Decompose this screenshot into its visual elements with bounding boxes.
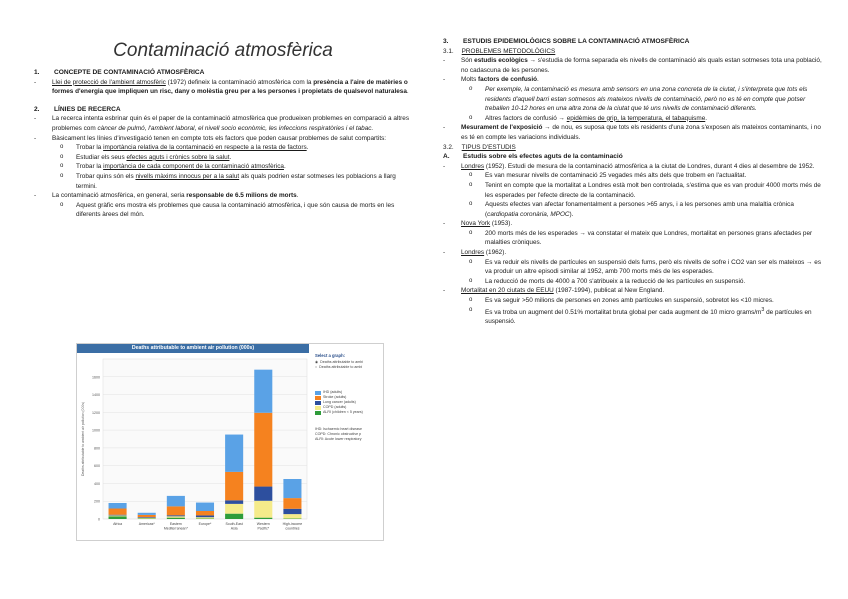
text: Altres factors de confusió →: [485, 114, 567, 122]
bar-segment: [196, 517, 214, 518]
text: Estudiar els seus: [76, 153, 127, 161]
bar-segment: [283, 498, 301, 509]
us-cities-study: [443, 286, 823, 296]
deaths-chart: [76, 343, 384, 541]
bar-segment: [167, 515, 185, 516]
radio-selected-icon[interactable]: ◉: [315, 360, 319, 364]
underlined-text: Nova York: [461, 220, 491, 228]
bar-segment: [196, 511, 214, 515]
underlined-text: Mortalitat en 20 ciutats de EEUU: [461, 287, 554, 295]
legend-swatch: [315, 391, 321, 395]
s2-sub-2: [34, 153, 412, 163]
text: .: [537, 76, 539, 84]
text: Trobar la: [76, 163, 104, 171]
subsection-3-1: [443, 47, 823, 57]
subsection-title: TIPUS D'ESTUDIS: [461, 143, 516, 151]
s3-bullet-2: [443, 75, 823, 85]
bar-segment: [138, 517, 156, 518]
subsection-title: PROBLEMES METODOLÒGICS: [461, 47, 556, 55]
london-1962: [443, 248, 823, 258]
london-1952-sub-1: o Es van mesurar nivells de contaminació 25 vegades més alts dels que trobem en l'actualitat.: [443, 171, 823, 181]
y-tick-label: 200: [94, 499, 100, 504]
london-1952: [443, 162, 823, 172]
bold-text: factors de confusió: [478, 76, 537, 84]
superscript: 3: [761, 306, 765, 313]
x-tick-label: Western: [256, 522, 270, 526]
text: Es va troba un augment del 0.51% mortalitat bruta global per cada augment de 10 micro grams/m: [485, 308, 762, 316]
section-3-heading: [443, 37, 823, 47]
bold-text: Mesurament de l'exposició: [461, 124, 543, 132]
option-label: Deaths attributable to ambi: [320, 360, 364, 364]
subsection-number: 3.2.: [443, 143, 454, 151]
s3-sub-1: o Per exemple, la contaminació es mesura amb sensors en una zona concreta de la ciutat, i s'interpreta que tots els residents d'aquell barri estan sotmesos als mateixos nivells de contaminació, però no es té en compte que potser treballen 10-12 hores en una altra zona de la ciutat que té uns nivells de contaminació diferents.: [443, 85, 823, 114]
underlined-text: Londres: [461, 249, 485, 257]
bar-segment: [225, 435, 243, 472]
chart-sidebar: [315, 353, 381, 442]
bar-segment: [225, 504, 243, 514]
page-title: Contaminació atmosfèrica: [113, 40, 333, 61]
section-2-heading: [34, 105, 412, 115]
london-1952-sub-3: [443, 200, 823, 219]
right-column: [443, 0, 823, 327]
x-tick-label: South-East: [225, 522, 243, 526]
text: de partícules en suspensió.: [485, 308, 812, 326]
radio-icon[interactable]: ○: [315, 365, 318, 369]
note-copd: COPD: Chronic obstructive p: [315, 432, 362, 436]
text: Molts: [461, 76, 479, 84]
subsection-3-2: [443, 143, 823, 153]
s2-bullet-1: [34, 114, 412, 133]
x-tick-label: Mediterranean*: [163, 526, 188, 531]
chart-plot: [77, 353, 313, 539]
text: .: [406, 88, 409, 96]
bar-segment: [196, 515, 214, 517]
bar-segment: [283, 509, 301, 514]
s2-bullet-2: - Bàsicament les línies d'investigació tenen en compte tots els factors que poden causar problemes de salut compartits:: [34, 134, 412, 144]
s3-bullet-1: [443, 56, 823, 75]
us-cities-sub-2: [443, 306, 823, 327]
text: La contaminació atmosfèrica, en general, seria: [52, 192, 187, 200]
bar-segment: [254, 413, 272, 487]
text: .: [306, 144, 309, 152]
bar-segment: [167, 516, 185, 517]
note-ihd: IHD: Ischaemic heart disease: [315, 427, 362, 431]
bar-segment: [283, 479, 301, 498]
s1-paragraph: [34, 78, 412, 97]
text: La recerca intenta esbrinar quin és el paper de la contaminació atmosfèrica que produeixen problemes en comparació a altres problemes com: [52, 115, 410, 132]
legend-swatch: [315, 401, 321, 405]
s3-bullet-3: [443, 123, 823, 142]
x-tick-label: Pacific*: [257, 526, 270, 531]
section-title: LÍNIES DE RECERCA: [54, 105, 121, 113]
bar-segment: [196, 503, 214, 511]
text: Aquests efectes van afectar fonamentalment a persones >65 anys, i a les persones amb una malaltia crònica (: [485, 201, 794, 218]
y-tick-label: 800: [94, 446, 100, 451]
y-tick-label: 400: [94, 481, 100, 486]
x-tick-label: Americas*: [138, 522, 155, 526]
italic-text: cardiopatia coronària, MPOC: [487, 210, 570, 218]
bar-segment: [138, 518, 156, 519]
text: als quals podrien estar sotmeses les poblacions a llarg termini.: [76, 172, 396, 190]
option-label: Deaths attributable to ambi: [319, 365, 363, 369]
text: (1972) defineix la contaminació atmosfèrica com la: [165, 78, 314, 86]
text: → s'estudia de forma separada els nivells de contaminació als quals estan sotmeses tota una població, no cadascuna de les persones.: [461, 57, 822, 74]
text: (1952). Estudi de mesura de la contaminació atmosfèrica a la ciutat de Londres, durant 4 dies al desembre de 1952.: [484, 162, 815, 170]
bar-segment: [254, 501, 272, 518]
left-column: [34, 0, 412, 220]
underlined-text: importància relativa de la contaminació en respecte a la resta de factors: [103, 144, 307, 152]
bold-text: responsable de 6.5 milions de morts: [186, 192, 297, 200]
text: .: [283, 163, 286, 171]
legend-label: COPD (adults): [323, 405, 347, 409]
bar-segment: [109, 503, 127, 509]
s3-sub-2: [443, 114, 823, 124]
bold-text: presència a l'aire de matèries o formes d'energia que impliquen un risc, dany o molèstia greu per a les persones i propietats de qualsevol naturalesa: [52, 78, 408, 96]
underlined-text: epidèmies de grip, la temperatura, el tabaquisme: [566, 114, 706, 122]
legend-label: Lung cancer (adults): [323, 400, 356, 404]
italic-text: càncer de pulmó, l'ambient laboral, el nivell socio econòmic, les infeccions respiratòries i el tabac.: [97, 124, 374, 132]
legend-swatch: [315, 396, 321, 400]
y-tick-label: 0: [98, 517, 100, 522]
legend-label: Stroke (adults): [323, 395, 347, 399]
bar-segment: [167, 506, 185, 515]
underlined-text: efectes aguts i crònics sobre la salut: [126, 153, 230, 161]
bar-segment: [109, 509, 127, 515]
text: → de nou, es suposa que tots els residents d'una zona s'exposen als mateixos contaminants, i no es té en compte les variacions individuals.: [461, 124, 821, 141]
s2-sub-4: [34, 172, 412, 191]
x-tick-label: High-income: [282, 522, 303, 526]
bar-segment: [109, 515, 127, 516]
x-tick-label: countries: [285, 526, 300, 531]
new-york-sub-1: o 200 morts més de les esperades → va constatar el mateix que Londres, mortalitat en persones grans afectades per malalties cròniques.: [443, 229, 823, 248]
text: (1987-1994), publicat al New England.: [553, 287, 665, 295]
bar-segment: [254, 370, 272, 413]
bar-segment: [254, 487, 272, 501]
x-tick-label: Asia: [230, 526, 238, 531]
x-tick-label: Africa: [113, 522, 123, 526]
x-tick-label: Eastern: [169, 522, 182, 526]
section-number: 2.: [34, 105, 40, 113]
bar-segment: [109, 515, 127, 516]
text: .: [296, 192, 299, 200]
legend-label: ALRI (children < 5 years): [323, 410, 363, 414]
section-number: 1.: [34, 69, 40, 76]
subsection-number: 3.1.: [443, 47, 454, 55]
underlined-text: nivells màxims innocus per a la salut: [135, 172, 240, 180]
text: Són: [461, 57, 475, 65]
plot-area: [103, 359, 307, 519]
bar-segment: [254, 518, 272, 519]
new-york-1953: [443, 219, 823, 229]
bar-segment: [225, 472, 243, 500]
london-1962-sub-2: o La reducció de morts de 4000 a 700 s'atribueix a la reducció de les partícules en suspensió.: [443, 277, 823, 287]
s2-sub-1: [34, 143, 412, 153]
section-title: CONCEPTE DE CONTAMINACIÓ ATMOSFÈRICA: [54, 69, 205, 76]
london-1962-sub-1: o Es va reduir els nivells de partícules en suspensió dels fums, però els nivells de sofre i CO2 van ser els mateixos → es va produir un altre episodi similar al 1952, amb 700 morts més de les esperades.: [443, 258, 823, 277]
y-tick-label: 1400: [92, 393, 100, 398]
us-cities-sub-1: o Es va seguir >50 milions de persones en zones amb partícules en suspensió, sobretot les <10 micres.: [443, 296, 823, 306]
text: (1953).: [490, 220, 513, 228]
bar-segment: [138, 513, 156, 515]
text: Trobar quins són els: [76, 172, 136, 180]
text: (1962).: [484, 249, 507, 257]
bar-segment: [225, 514, 243, 519]
legend-label: IHD (adults): [323, 390, 343, 394]
bar-segment: [138, 515, 156, 517]
text: ).: [569, 210, 574, 218]
section-number: 3.: [443, 38, 449, 45]
y-axis-label: Deaths attributable to ambient air pollution (000s): [81, 401, 85, 477]
law-link: Llei de protecció de l'ambient atmosfèric: [52, 78, 166, 86]
chart-title: Deaths attributable to ambient air pollution (000s): [77, 344, 309, 353]
s2-bullet-3: [34, 191, 412, 201]
section-number: A.: [443, 153, 450, 161]
bar-segment: [283, 514, 301, 518]
select-graph-label: Select a graph:: [315, 353, 346, 358]
text: Trobar la: [76, 144, 104, 152]
legend-swatch: [315, 406, 321, 410]
section-1-heading: [34, 68, 412, 78]
london-1952-sub-2: o Tenint en compte que la mortalitat a Londres està molt ben controlada, s'estima que es van produir 4000 morts més de les esperades per l'efecte directe de la contaminació.: [443, 181, 823, 200]
bar-segment: [167, 518, 185, 519]
y-tick-label: 1200: [92, 410, 100, 415]
text: .: [229, 153, 232, 161]
x-tick-label: Europe*: [198, 522, 212, 526]
bar-segment: [167, 496, 185, 506]
legend-swatch: [315, 411, 321, 415]
section-title: Estudis sobre els efectes aguts de la contaminació: [463, 153, 623, 161]
underlined-text: importància de cada component de la contaminació atmosfèrica: [103, 163, 284, 171]
y-tick-label: 1600: [92, 375, 100, 380]
bar-segment: [225, 500, 243, 504]
underlined-text: Londres: [461, 162, 485, 170]
heading-A: [443, 152, 823, 162]
y-tick-label: 600: [94, 464, 100, 469]
bar-segment: [109, 516, 127, 519]
s2-sub-3: [34, 162, 412, 172]
note-alri: ALRI: Acute lower respiratory: [315, 437, 362, 441]
text: .: [705, 114, 708, 122]
bold-text: estudis ecològics: [474, 57, 528, 65]
section-title: ESTUDIS EPIDEMIOLÒGICS SOBRE LA CONTAMINACIÓ ATMOSFÈRICA: [463, 38, 690, 45]
s2-sub-5: o Aquest gràfic ens mostra els problemes que causa la contaminació atmosfèrica, i que són causa de morts en les diferents àrees del món.: [34, 201, 412, 220]
y-tick-label: 1000: [92, 428, 100, 433]
